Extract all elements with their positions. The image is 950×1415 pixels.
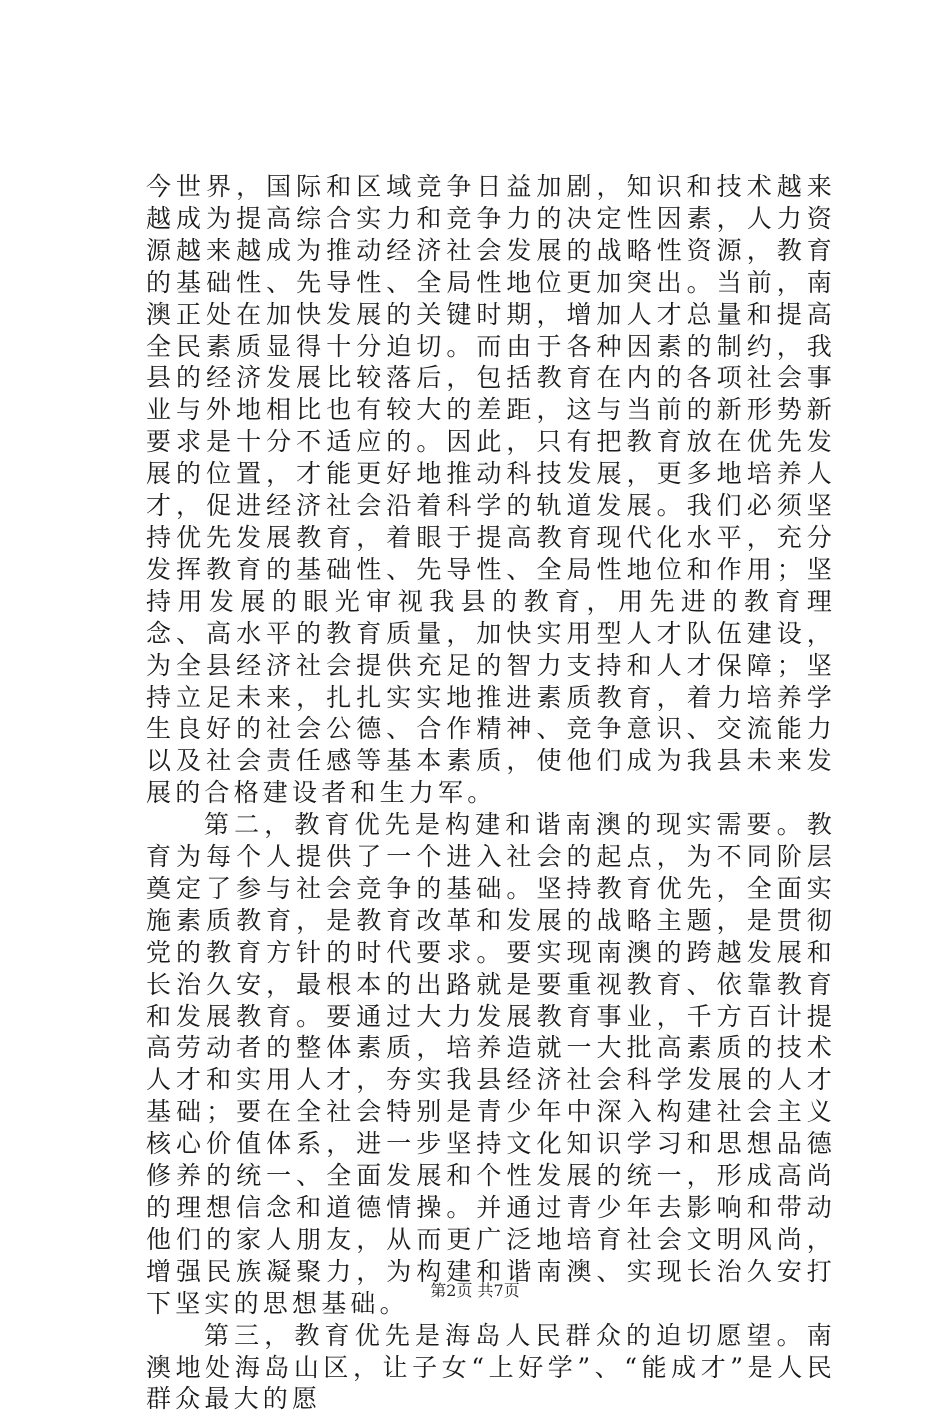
document-body: [146, 171, 836, 1415]
page-footer: 第2页 共7页: [430, 1281, 520, 1300]
paragraph-second-point: 第二，教育优先是构建和谐南澳的现实需要。教育为每个人提供了一个进入社会的起点，为不同阶层奠定了参与社会竞争的基础。坚持教育优先，全面实施素质教育，是教育改革和发展的战略主题，是贯彻党的教育方针的时代要求。要实现南澳的跨越发展和长治久安，最根本的出路就是要重视教育、依靠教育和发展教育。要通过大力发展教育事业，千方百计提高劳动者的整体素质，培养造就一大批高素质的技术人才和实用人才，夯实我县经济社会科学发展的人才基础；要在全社会特别是青少年中深入构建社会主义核心价值体系，进一步坚持文化知识学习和思想品德修养的统一、全面发展和个性发展的统一，形成高尚的理想信念和道德情操。并通过青少年去影响和带动他们的家人朋友，从而更广泛地培育社会文明风尚，增强民族凝聚力，为构建和谐南澳、实现长治久安打下坚实的思想基础。: [146, 810, 836, 1318]
paragraph-continuation: 今世界，国际和区域竞争日益加剧，知识和技术越来越成为提高综合实力和竞争力的决定性因素，人力资源越来越成为推动经济社会发展的战略性资源，教育的基础性、先导性、全局性地位更加突出。当前，南澳正处在加快发展的关键时期，增加人才总量和提高全民素质显得十分迫切。而由于各种因素的制约，我县的经济发展比较落后，包括教育在内的各项社会事业与外地相比也有较大的差距，这与当前的新形势新要求是十分不适应的。因此，只有把教育放在优先发展的位置，才能更好地推动科技发展，更多地培养人才，促进经济社会沿着科学的轨道发展。我们必须坚持优先发展教育，着眼于提高教育现代化水平，充分发挥教育的基础性、先导性、全局性地位和作用；坚持用发展的眼光审视我县的教育，用先进的教育理念、高水平的教育质量，加快实用型人才队伍建设，为全县经济社会提供充足的智力支持和人才保障；坚持立足未来，扎扎实实地推进素质教育，着力培养学生良好的社会公德、合作精神、竞争意识、交流能力以及社会责任感等基本素质，使他们成为我县未来发展的合格建设者和生力军。: [146, 172, 836, 808]
paragraph-third-point: 第三，教育优先是海岛人民群众的迫切愿望。南澳地处海岛山区，让子女“上好学”、“能成才”是人民群众最大的愿: [146, 1320, 836, 1414]
